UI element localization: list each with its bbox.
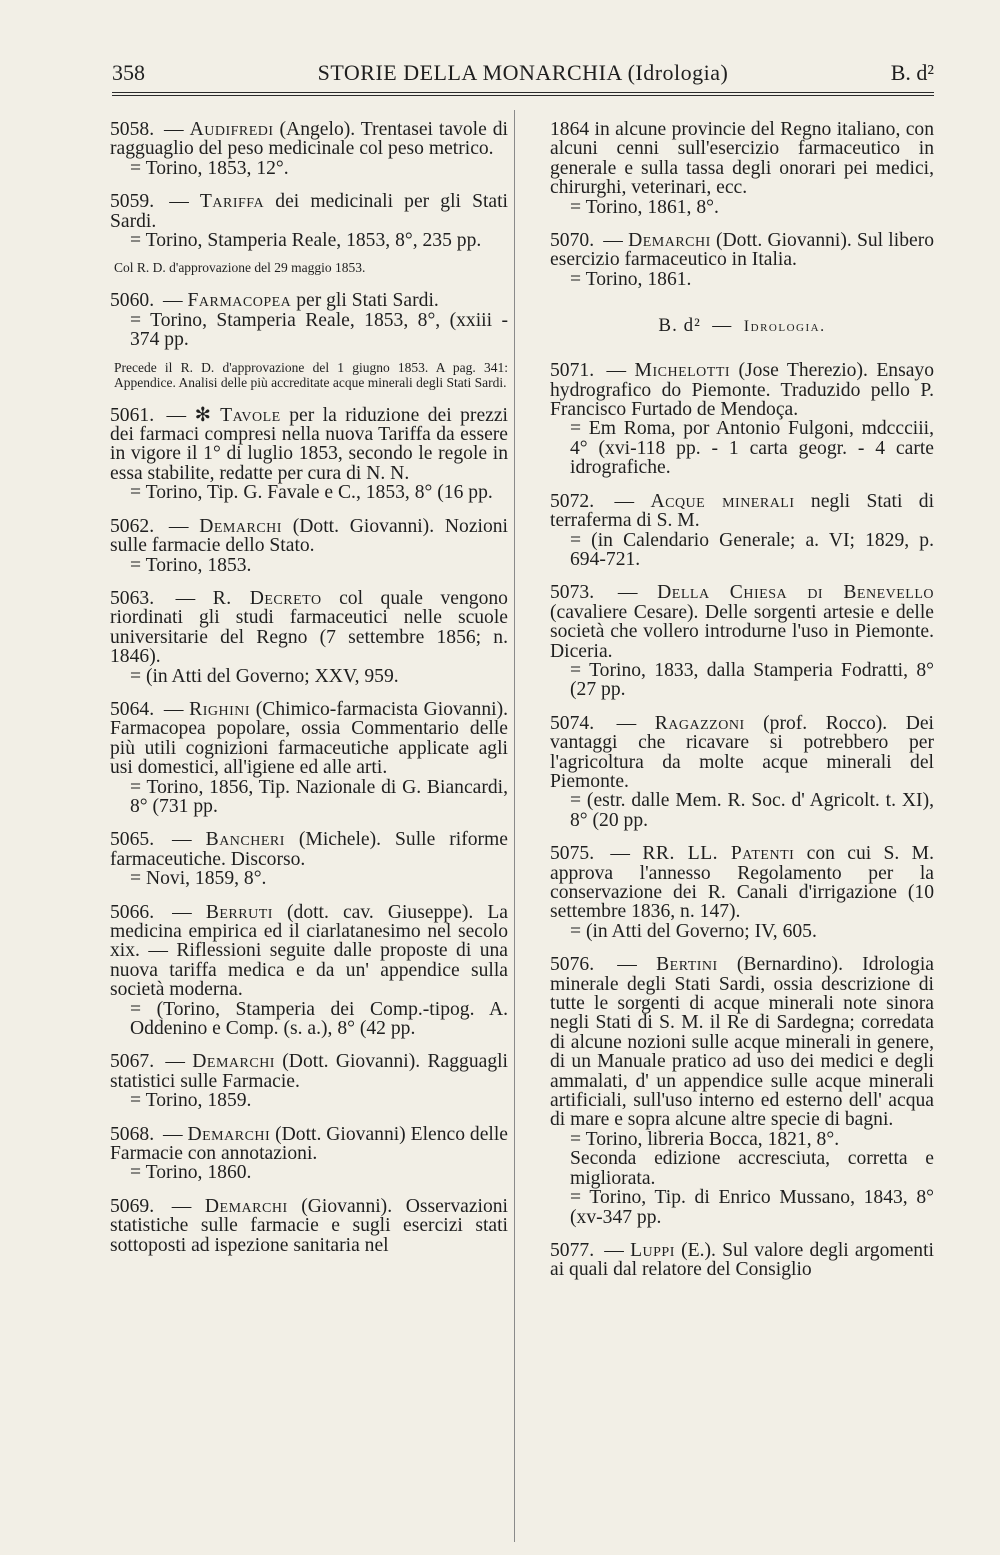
header-rule (112, 92, 934, 93)
entry-imprint: = Em Roma, por Antonio Fulgoni, mdccciii, 4° (xvi-118 pp. - 1 carta geogr. - 4 carte idrografiche. (570, 418, 934, 479)
entry-text: per gli Stati Sardi. (296, 290, 439, 312)
entry-author: Demarchi (192, 1051, 275, 1073)
entry-author: Acque minerali (650, 490, 795, 512)
entry-author: Tariffa (199, 191, 265, 213)
entry-extra: Seconda edizione accresciuta, corretta e migliorata. (570, 1148, 934, 1189)
entry-text: (Angelo). Trentasei tavole di ragguaglio del peso medicinale col peso metrico. (110, 119, 508, 160)
bibliography-entry (550, 120, 934, 217)
bibliography-entry: 5065. — Bancheri (Michele). Sulle riforme farmaceutiche. Discorso. = Novi, 1859, 8°. (110, 829, 508, 890)
entry-text: 1864 in alcune provincie del Regno italiano, con alcuni cenni sull'esercizio farmaceutico in generale e sulla tassa degli onorari pei medici, chirurghi, veterinari, ecc. (550, 119, 934, 199)
bibliography-entry: 5071. — Michelotti (Jose Therezio). Ensayo hydrografico do Piemonte. Traduzido pello P. Francisco Furtado de Mendoça. = Em Roma, por Antonio Fulgoni, mdccciii, 4° (xvi-118 pp. - 1 carta geogr. - 4 carte idrografiche. (550, 360, 934, 479)
entry-author: Righini (189, 698, 251, 720)
bibliography-entry: 5064. — Righini (Chimico-farmacista Giovanni). Farmacopea popolare, ossia Commentario delle più utili cognizioni farmaceutiche applicate agli usi domestici, all'igiene ed alle arti. = Torino, 1856, Tip. Nazionale di G. Biancardi, 8° (731 pp. (110, 698, 508, 817)
entry-text: (Michele). Sulle riforme farmaceutiche. Discorso. (110, 829, 508, 870)
entry-note: Col R. D. d'approvazione del 29 maggio 1853. (114, 260, 366, 276)
entry-number: 5068. (110, 1123, 155, 1145)
entry-imprint: = Torino, 1859. (130, 1090, 252, 1112)
entry-imprint: = Torino, 1853, 12°. (130, 157, 289, 179)
bibliography-entry: 5060. — Farmacopea per gli Stati Sardi. = Torino, Stamperia Reale, 1853, 8°, (xxiii - 374 pp. (110, 290, 508, 351)
entry-text: (E.). Sul valore degli argomenti ai quali dal relatore del Consiglio (550, 1239, 934, 1281)
section-heading-mark: B. d² (658, 315, 701, 337)
entry-number: 5062. (110, 515, 155, 537)
bibliography-entry: 5061. — ✻ Tavole per la riduzione dei prezzi dei farmaci compresi nella nuova Tariffa da essere in vigore il 1° di luglio 1853, secondo le regole in essa stabilite, redatte per cura di N. N. = Torino, Tip. G. Favale e C., 1853, 8° (16 pp. (110, 404, 508, 504)
entry-imprint2: = Torino, Tip. di Enrico Mussano, 1843, 8° (xv-347 pp. (570, 1187, 934, 1228)
entry-author: Bancheri (205, 829, 285, 851)
entry-imprint: = Torino, Stamperia Reale, 1853, 8°, (xxiii - 374 pp. (130, 309, 508, 351)
entry-imprint: = Torino, 1833, dalla Stamperia Fodratti, 8° (27 pp. (570, 659, 934, 701)
entry-text: (prof. Rocco). Dei vantaggi che ricavare si potrebbero per l'agricoltura da molte acque minerali del Piemonte. (550, 712, 934, 792)
entry-imprint: = (in Atti del Governo; IV, 605. (570, 920, 817, 942)
left-column (110, 120, 508, 1269)
page-number: 358 (112, 60, 145, 85)
entry-number: 5064. (110, 698, 155, 720)
header-rule-secondary (112, 95, 934, 96)
entry-author: Demarchi (204, 1195, 288, 1217)
right-column-top (550, 120, 934, 289)
entry-author: RR. LL. Patenti (642, 843, 795, 865)
entry-imprint: = (in Calendario Generale; a. VI; 1829, p. 694-721. (570, 529, 934, 570)
entry-number: 5075. (550, 843, 595, 865)
entry-number: 5065. (110, 829, 155, 851)
entry-text: (cavaliere Cesare). Delle sorgenti artesie e delle società che vollero introdurne l'uso in Piemonte. Diceria. (550, 601, 934, 662)
entry-imprint: = Novi, 1859, 8°. (130, 868, 267, 890)
bibliography-entry: 5076. — Bertini (Bernardino). Idrologia minerale degli Stati Sardi, ossia descrizione di tutte le sorgenti di acque minerali note sinora negli Stati di S. M. il Re di Sardegna; corredata di alcune nozioni sulle acque minerali in genere, di un Manuale pratico ad uso dei medici e degli ammalati, d' un appendice sulle acque minerali artificiali, sull'uso interno ed esterno dell' acqua di mare e sopra alcune altre specie di bagni. = Torino, libreria Bocca, 1821, 8°. Seconda edizione accresciuta, corretta e migliorata. = Torino, Tip. di Enrico Mussano, 1843, 8° (xv-347 pp. (550, 954, 934, 1228)
entry-author: Audifredi (189, 119, 274, 140)
entry-author: Farmacopea (187, 290, 292, 312)
entry-author: Demarchi (199, 515, 282, 537)
section-mark: B. d² (890, 60, 934, 85)
bibliography-entry: 5066. — Berruti (dott. cav. Giuseppe). La medicina empirica ed il ciarlatanesimo nel secolo xix. — Riflessioni seguite dalle proposte di una nuova tariffa medica e da un' appendice sulla società moderna. = (Torino, Stamperia dei Comp.-tipog. A. Oddenino e Comp. (s. a.), 8° (42 pp. (110, 901, 508, 1040)
entry-text: (dott. cav. Giuseppe). La medicina empirica ed il ciarlatanesimo nel secolo xix. — Riflessioni seguite dalle proposte di una nuova tariffa medica e da un' appendice sulla società moderna. (110, 901, 508, 1001)
entry-text: dei medicinali per gli Stati Sardi. (110, 191, 509, 232)
entry-number: 5059. (110, 191, 155, 213)
bibliography-entry: 5059. — Tariffa dei medicinali per gli Stati Sardi. = Torino, Stamperia Reale, 1853, 8°, 235 pp. (110, 191, 509, 252)
bibliography-entry: 5063. — R. Decreto col quale vengono riordinati gli studi farmaceutici nelle scuole universitarie del Regno (7 settembre 1856; n. 1846). = (in Atti del Governo; XXV, 959. (110, 587, 508, 687)
section-heading (550, 315, 934, 337)
entry-text: (Dott. Giovanni). Nozioni sulle farmacie dello Stato. (110, 515, 509, 557)
entry-author: Demarchi (187, 1123, 271, 1145)
entry-text: (Jose Therezio). Ensayo hydrografico do Piemonte. Traduzido pello P. Francisco Furtado de Mendoça. (550, 360, 934, 421)
bibliography-entry: 5058. — Audifredi (Angelo). Trentasei tavole di ragguaglio del peso medicinale col peso metrico. = Torino, 1853, 12°. (110, 119, 508, 179)
entry-imprint: = Torino, libreria Bocca, 1821, 8°. (570, 1128, 840, 1150)
entry-author: ✻ Tavole (194, 404, 281, 426)
right-column (550, 120, 934, 1294)
bibliography-entry: 5068. — Demarchi (Dott. Giovanni) Elenco delle Farmacie con annotazioni. = Torino, 1860. (110, 1123, 508, 1184)
entry-text: (Giovanni). Osservazioni statistiche sulle farmacie e sugli esercizi stati sottoposti ad ispezione sanitaria nel (110, 1195, 509, 1256)
entry-text: per la riduzione dei prezzi dei farmaci compresi nella nuova Tariffa da essere in vigore il 1° di luglio 1853, secondo le regole in essa stabilite, redatte per cura di N. N. (110, 404, 508, 484)
entry-text: (Dott. Giovanni) Elenco delle Farmacie con annotazioni. (110, 1123, 508, 1165)
entry-number: 5070. (550, 230, 595, 252)
entry-text: (Dott. Giovanni). Ragguagli statistici sulle Farmacie. (110, 1051, 508, 1092)
entry-number: 5069. (110, 1195, 155, 1217)
entry-imprint: = Torino, Tip. G. Favale e C., 1853, 8° (16 pp. (130, 482, 493, 504)
entry-number: 5060. (110, 290, 155, 312)
column-divider (514, 110, 515, 1542)
entry-number: 5076. (550, 954, 595, 976)
entry-imprint: = (estr. dalle Mem. R. Soc. d' Agricolt. t. XI), 8° (20 pp. (570, 790, 934, 831)
entry-imprint: = Torino, 1860. (130, 1162, 252, 1184)
entry-author: Della Chiesa di Benevello (657, 582, 934, 604)
entry-author: R. Decreto (212, 587, 322, 609)
entry-author: Bertini (656, 954, 718, 976)
entry-imprint: = Torino, 1853. (130, 554, 252, 576)
entry-imprint: = Torino, 1856, Tip. Nazionale di G. Biancardi, 8° (731 pp. (130, 776, 508, 817)
entry-number: 5058. (110, 119, 155, 140)
bibliography-entry: 5069. — Demarchi (Giovanni). Osservazioni statistiche sulle farmacie e sugli esercizi stati sottoposti ad ispezione sanitaria nel (110, 1195, 509, 1256)
entry-text: (Chimico-farmacista Giovanni). Farmacopea popolare, ossia Commentario delle più utili cognizioni farmaceutiche applicate agli usi domestici, all'igiene ed alle arti. (110, 698, 508, 779)
entry-imprint: = Torino, 1861. (570, 268, 692, 290)
entry-text: (Bernardino). Idrologia minerale degli Stati Sardi, ossia descrizione di tutte le sorgenti di acque minerali note sinora negli Stati di S. M. il Re di Sardegna; corredata di alcune nozioni sulle acque minerali in genere, di un Manuale pratico ad uso dei medici e degli ammalati, d' un appendice sulle acque minerali artificiali, sull'uso interno ed esterno dell' acqua di mare e sopra alcune altre specie di bagni. (550, 954, 934, 1131)
entry-number: 5066. (110, 901, 155, 923)
entry-imprint: = Torino, Stamperia Reale, 1853, 8°, 235 pp. (130, 230, 482, 252)
entry-number: 5067. (110, 1051, 155, 1073)
entry-number: 5063. (110, 587, 155, 609)
entry-number: 5071. (550, 360, 595, 382)
bibliography-entry: 5075. — RR. LL. Patenti con cui S. M. approva l'annesso Regolamento per la conservazione dei R. Canali d'irrigazione (10 settembre 1836, n. 147). = (in Atti del Governo; IV, 605. (550, 843, 934, 942)
entry-imprint: = Torino, 1861, 8°. (570, 196, 719, 218)
entry-imprint: = (Torino, Stamperia dei Comp.-tipog. A. Oddenino e Comp. (s. a.), 8° (42 pp. (130, 998, 508, 1040)
entry-text: con cui S. M. approva l'annesso Regolamento per la conservazione dei R. Canali d'irrigazione (10 settembre 1836, n. 147). (550, 843, 934, 923)
entry-author: Berruti (205, 901, 273, 923)
entry-number: 5073. (550, 582, 595, 604)
entry-text: negli Stati di terraferma di S. M. (550, 490, 935, 532)
entry-number: 5072. (550, 490, 595, 512)
section-heading-label: Idrologia. (743, 318, 826, 336)
bibliography-entry: 5072. — Acque minerali negli Stati di terraferma di S. M. = (in Calendario Generale; a. VI; 1829, p. 694-721. (550, 490, 935, 570)
running-header (112, 60, 934, 94)
entry-number: 5074. (550, 712, 595, 734)
bibliography-entry: 5070. — Demarchi (Dott. Giovanni). Sul libero esercizio farmaceutico in Italia. = Torino, 1861. (550, 230, 935, 290)
entry-imprint: = (in Atti del Governo; XXV, 959. (130, 665, 399, 687)
entry-author: Demarchi (628, 230, 711, 252)
entry-author: Ragazzoni (654, 712, 745, 734)
entry-author: Luppi (630, 1239, 675, 1261)
bibliography-entry: 5067. — Demarchi (Dott. Giovanni). Ragguagli statistici sulle Farmacie. = Torino, 1859. (110, 1051, 508, 1112)
right-column-bottom (550, 361, 934, 1279)
bibliography-entry: 5074. — Ragazzoni (prof. Rocco). Dei vantaggi che ricavare si potrebbero per l'agricoltura da molte acque minerali del Piemonte. = (estr. dalle Mem. R. Soc. d' Agricolt. t. XI), 8° (20 pp. (550, 712, 934, 831)
entry-note: Precede il R. D. d'approvazione del 1 giugno 1853. A pag. 341: Appendice. Analisi delle più accreditate acque minerali degli Stati Sardi. (114, 359, 508, 390)
running-title: STORIE DELLA MONARCHIA (Idrologia) (317, 60, 729, 85)
entry-number: 5061. (110, 404, 155, 426)
entry-text: (Dott. Giovanni). Sul libero esercizio farmaceutico in Italia. (550, 230, 935, 271)
bibliography-entry: 5077. — Luppi (E.). Sul valore degli argomenti ai quali dal relatore del Consiglio (550, 1239, 934, 1281)
entry-text: col quale vengono riordinati gli studi farmaceutici nelle scuole universitarie del Regno (7 settembre 1856; n. 1846). (110, 587, 508, 668)
bibliography-entry: 5062. — Demarchi (Dott. Giovanni). Nozioni sulle farmacie dello Stato. = Torino, 1853. (110, 515, 509, 576)
entry-number: 5077. (550, 1239, 595, 1261)
section-heading-dash: — (712, 315, 733, 337)
bibliography-entry: 5073. — Della Chiesa di Benevello (cavaliere Cesare). Delle sorgenti artesie e delle società che vollero introdurne l'uso in Piemonte. Diceria. = Torino, 1833, dalla Stamperia Fodratti, 8° (27 pp. (550, 582, 934, 701)
entry-author: Michelotti (634, 360, 731, 382)
